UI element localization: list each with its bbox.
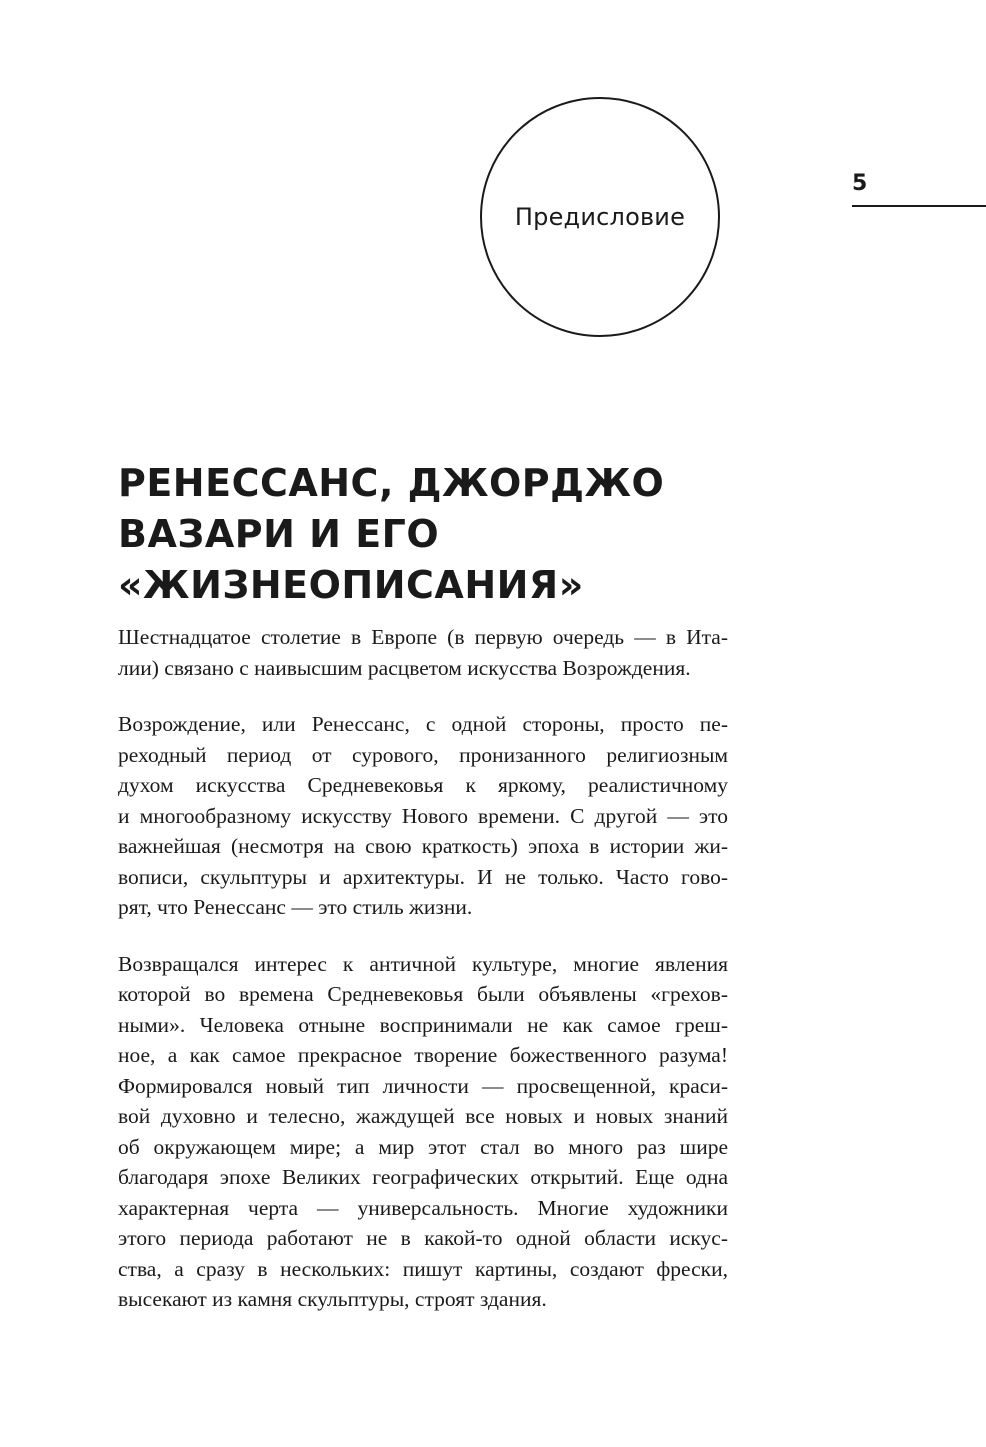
section-label: Предисловие (514, 203, 686, 231)
text-line: которой во времена Средневековья были объявлены «грехов- (118, 982, 728, 1006)
text-line: вой духовно и телесно, жаждущей все новых и новых знаний (118, 1104, 728, 1128)
text-line: духом искусства Средневековья к яркому, реалистичному (118, 773, 728, 797)
text-line: благодаря эпохе Великих географических открытий. Еще одна (118, 1165, 728, 1189)
text-line: реходный период от сурового, пронизанного религиозным (118, 742, 728, 767)
chapter-title-line: «ЖИЗНЕОПИСАНИЯ» (118, 563, 584, 607)
text-line: Шестнадцатое столетие в Европе (в первую очередь — в Ита- (118, 625, 728, 649)
text-line: и многообразному искусству Нового времени. С другой — это (118, 803, 728, 828)
chapter-title-line: РЕНЕССАНС, ДЖОРДЖО (118, 461, 665, 505)
text-line: высекают из камня скульптуры, строят здания. (118, 1287, 547, 1311)
text-line: важнейшая (несмотря на свою краткость) эпоха в истории жи- (118, 834, 728, 858)
text-line: лии) связано с наивысшим расцветом искусства Возрождения. (118, 655, 691, 680)
body-text (118, 622, 728, 1341)
text-line: вописи, скульптуры и архитектуры. И не только. Часто гово- (118, 864, 728, 889)
chapter-title-line: ВАЗАРИ И ЕГО (118, 512, 440, 556)
text-line: этого периода работают не в какой-то одной области искус- (118, 1226, 728, 1250)
paragraph (118, 709, 728, 923)
text-line: Возрождение, или Ренессанс, с одной стороны, просто пе- (118, 712, 728, 736)
text-line: ными». Человека отныне воспринимали не как самое греш- (118, 1012, 728, 1037)
page-number: 5 (852, 171, 868, 196)
text-line: Возвращался интерес к античной культуре, многие явления (118, 951, 728, 976)
paragraph (118, 622, 728, 683)
section-circle (480, 97, 720, 337)
text-line: рят, что Ренессанс — это стиль жизни. (118, 895, 473, 919)
paragraph (118, 949, 728, 1315)
chapter-title (118, 458, 738, 611)
page-number-rule (852, 205, 986, 207)
text-line: об окружающем мире; а мир этот стал во много раз шире (118, 1134, 728, 1159)
text-line: характерная черта — универсальность. Многие художники (118, 1195, 728, 1220)
text-line: ства, а сразу в нескольких: пишут картины, создают фрески, (118, 1256, 728, 1281)
text-line: ное, а как самое прекрасное творение божественного разума! (118, 1043, 728, 1067)
text-line: Формировался новый тип личности — просвещенной, краси- (118, 1073, 728, 1098)
